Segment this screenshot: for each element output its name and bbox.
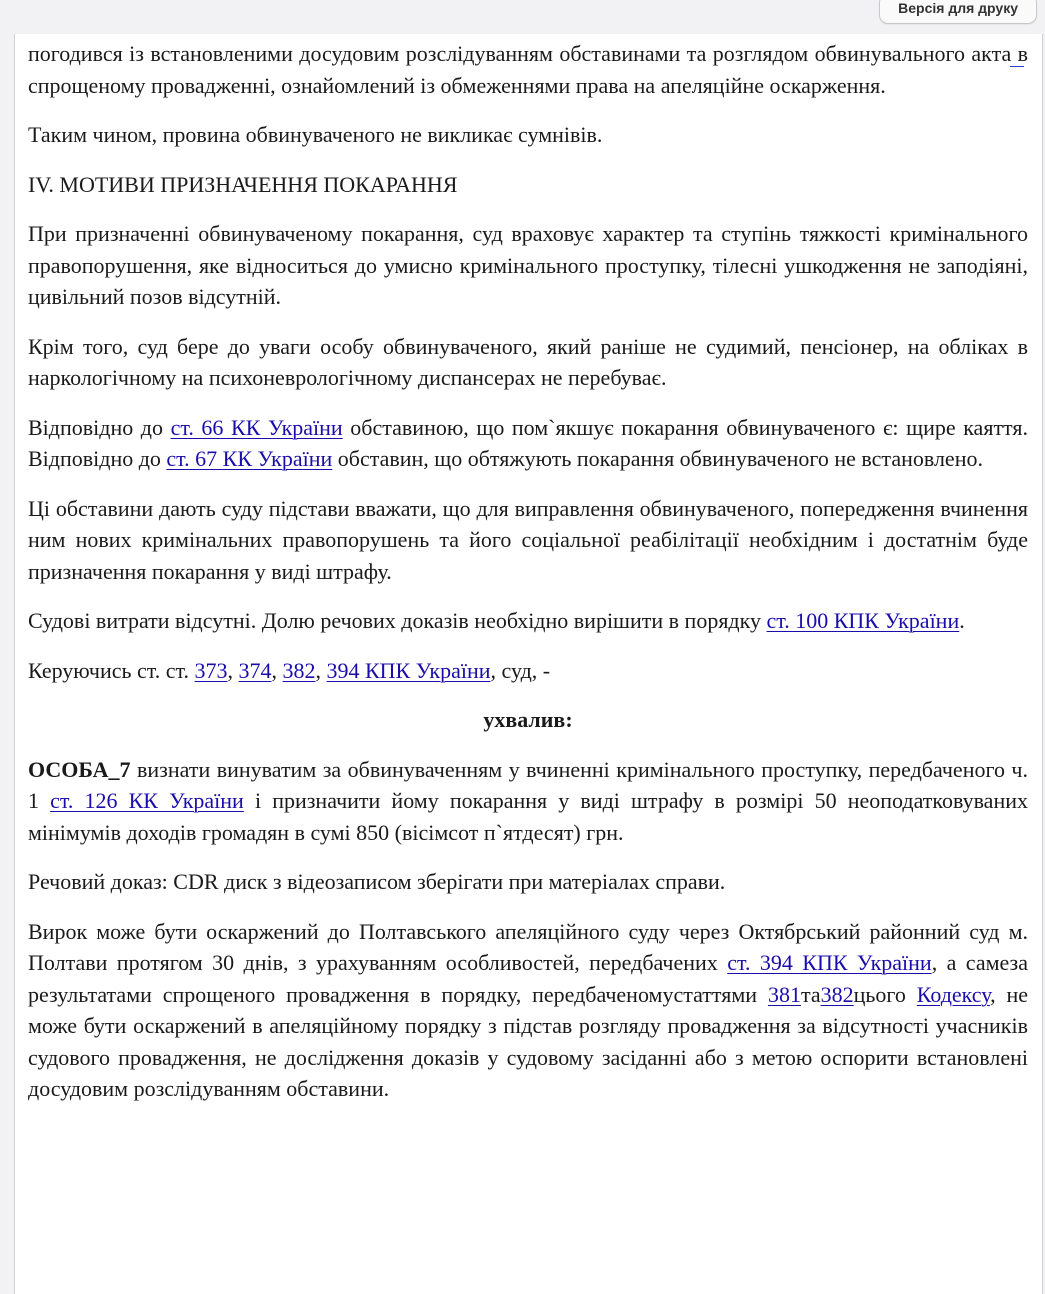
paragraph-court-costs: Судові витрати відсутні. Долю речових доказів необхідно вирішити в порядку ст. 100 КПК України. xyxy=(28,608,965,633)
document-body xyxy=(28,38,1028,1123)
link-art-381[interactable]: 381 xyxy=(767,981,801,1007)
paragraph-agreement: погодився із встановленими досудовим розслідуванням обставинами та розглядом обвинувального акта в спрощеному провадженні, ознайомлений із обмеженнями права на апеляційне оскарження. xyxy=(28,41,1028,98)
link-art-374[interactable]: 374 xyxy=(238,657,272,683)
link-art-373[interactable]: 373 xyxy=(194,657,228,683)
document-sheet xyxy=(14,34,1043,1294)
paragraph-circumstances: Відповідно до ст. 66 КК України обставиною, що пом`якшує покарання обвинуваченого є: щире каяття. Відповідно до ст. 67 КК України обставин, що обтяжують покарання обвинуваченого не встановлено. xyxy=(28,414,1029,471)
link-art-100-cpc[interactable]: ст. 100 КПК України xyxy=(766,608,960,633)
paragraph-defendant-profile: Крім того, суд бере до уваги особу обвинуваченого, який раніше не судимий, пенсіонер, на обліках в наркологічному на психоневрологічному диспансерах не перебуває. xyxy=(28,333,1028,390)
print-version-button[interactable]: Версія для друку xyxy=(879,0,1037,24)
link-code[interactable]: Кодексу xyxy=(916,981,991,1007)
paragraph-appeal: Вирок може бути оскаржений до Полтавського апеляційного суду через Октябрський районний суд м. Полтави протягом 30 днів, з урахуванням особливостей, передбачених ст. 394 КПК України, а самеза результатами спрощеного провадження в порядку, передбаченомустаттями 381та382цього Кодексу, не може бути оскаржений в апеляційному порядку з підстав розгляду провадження за відсутності учасників судового провадження, не дослідження доказів у судовому засіданні або з метою оспорити встановлені досудовим розслідуванням обставини. xyxy=(28,918,1028,1101)
top-bar xyxy=(0,0,1045,34)
paragraph-verdict: ОСОБА_7 визнати винуватим за обвинуваченням у вчиненні кримінального проступку, передбаченого ч. 1 ст. 126 КК України і призначити йому покарання у виді штрафу в розмірі 50 неоподатковуваних мінімумів доходів громадян в сумі 850 (вісімсот п`ятдесят) грн. xyxy=(28,756,1028,845)
defendant-name: ОСОБА_7 xyxy=(28,756,131,782)
link-art-394-cpc[interactable]: 394 КПК України xyxy=(326,657,491,683)
link-art-382-appeal[interactable]: 382 xyxy=(820,981,854,1007)
link-art-67-cc[interactable]: ст. 67 КК України xyxy=(166,446,333,471)
link-art-126-cc[interactable]: ст. 126 КК України xyxy=(50,788,244,813)
paragraph-guided-by: Керуючись ст. ст. 373, 374, 382, 394 КПК України, суд, - xyxy=(28,657,551,683)
paragraph-evidence: Речовий доказ: CDR диск з відеозаписом зберігати при матеріалах справи. xyxy=(28,869,726,894)
resolution-heading: ухвалив: xyxy=(483,707,573,732)
link-art-66-cc[interactable]: ст. 66 КК України xyxy=(170,414,343,440)
section-heading: IV. МОТИВИ ПРИЗНАЧЕННЯ ПОКАРАННЯ xyxy=(28,171,458,197)
link-art-394-cpc-appeal[interactable]: ст. 394 КПК України xyxy=(727,950,932,975)
paragraph-fine-justification: Ці обставини дають суду підстави вважати, що для виправлення обвинуваченого, попередження вчинення ним нових кримінальних правопорушень та його соціальної реабілітації необхідним і достатнім буде призначення покарання у виді штрафу. xyxy=(28,495,1028,584)
link-art-382[interactable]: 382 xyxy=(282,657,316,683)
paragraph-guilt-conclusion: Таким чином, провина обвинуваченого не викликає сумнівів. xyxy=(28,122,603,147)
paragraph-punishment-factors: При призначенні обвинуваченому покарання, суд враховує характер та ступінь тяжкості кримінального правопорушення, яке відноситься до умисно кримінального проступку, тілесні ушкодження не заподіяні, цивільний позов відсутній. xyxy=(28,221,1028,309)
